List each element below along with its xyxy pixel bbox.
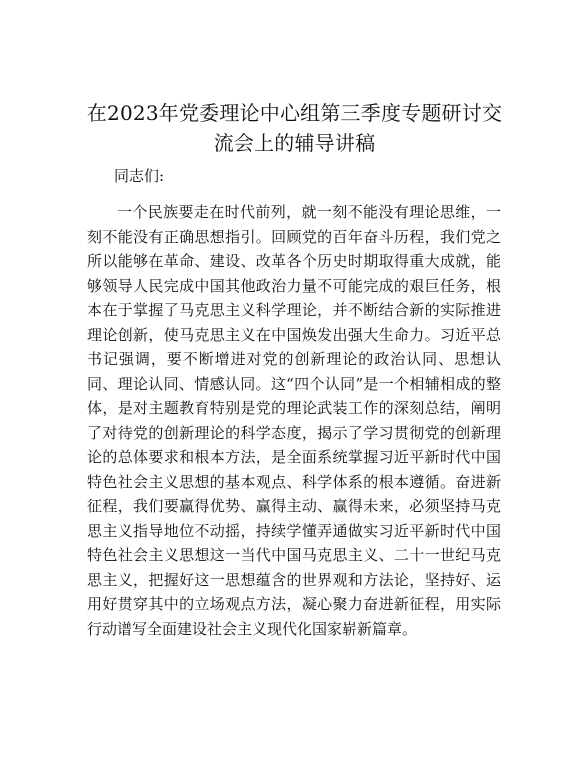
salutation: 同志们: xyxy=(114,167,165,185)
document-title: 在2023年党委理论中心组第三季度专题研讨交流会上的辅导讲稿 xyxy=(86,101,503,155)
body-paragraph: 一个民族要走在时代前列，就一刻不能没有理论思维，一刻不能没有正确思想指引。回顾党的百年奋斗历程，我们党之所以能够在革命、建设、改革各个历史时期取得重大成就，能够领导人民完成中国其他政治力量不可能完成的艰巨任务，根本在于掌握了马克思主义科学理论，并不断结合新的实际推进理论创新，使马克思主义在中国焕发出强大生命力。习近平总书记强调，要不断增进对党的创新理论的政治认同、思想认同、理论认同、情感认同。这“四个认同”是一个相辅相成的整体，是对主题教育特别是党的理论武装工作的深刻总结，阐明了对待党的创新理论的科学态度，揭示了学习贯彻党的创新理论的总体要求和根本方法，是全面系统掌握习近平新时代中国特色社会主义思想的基本观点、科学体系的根本遵循。奋进新征程，我们要赢得优势、赢得主动、赢得未来，必须坚持马克思主义指导地位不动摇，持续学懂弄通做实习近平新时代中国特色社会主义思想这一当代中国马克思主义、二十一世纪马克思主义，把握好这一思想蕴含的世界观和方法论，坚持好、运用好贯穿其中的立场观点方法，凝心聚力奋进新征程，用实际行动谱写全面建设社会主义现代化国家崭新篇章。 xyxy=(87,203,501,638)
